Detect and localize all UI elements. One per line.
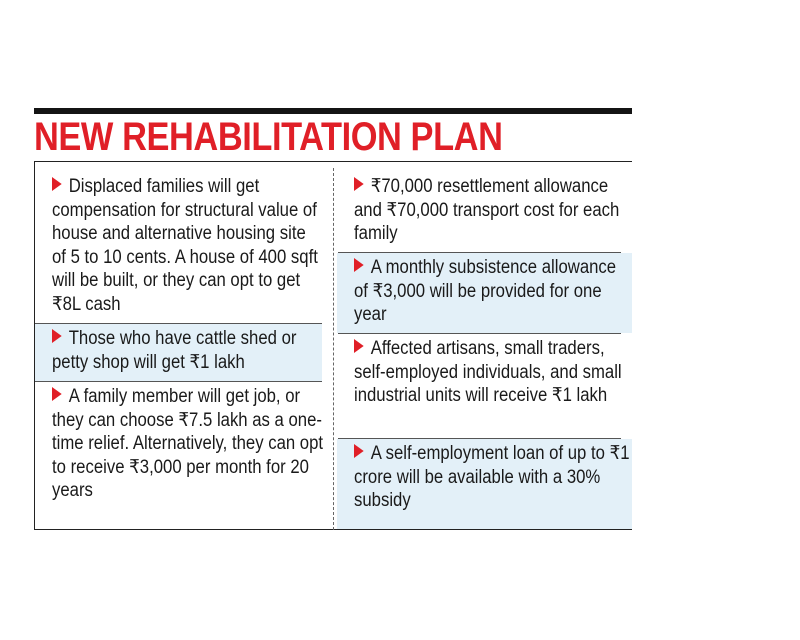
- list-item-right-4: [337, 439, 632, 529]
- item-text: ₹70,000 resettlement allowance and ₹70,000 transport cost for each family: [354, 176, 620, 244]
- item-text: Those who have cattle shed or petty shop will get ₹1 lakh: [52, 328, 297, 373]
- item-text: A monthly subsistence allowance of ₹3,000 will be provided for one year: [354, 257, 617, 325]
- column-divider: [333, 168, 334, 530]
- list-item-right-2: [337, 253, 632, 333]
- list-item-right-1: [337, 172, 632, 252]
- bullet-arrow-icon: [354, 339, 364, 353]
- item-text: A self-employment loan of up to ₹1 crore will be available with a 30% subsidy: [354, 443, 630, 511]
- list-item-right-3: [337, 334, 632, 438]
- bullet-arrow-icon: [52, 177, 62, 191]
- item-text: A family member will get job, or they can choose ₹7.5 lakh as a one-time relief. Alternatively, they can opt to receive ₹3,000 per month for 20 years: [52, 386, 324, 501]
- bullet-arrow-icon: [354, 258, 364, 272]
- item-text: Affected artisans, small traders, self-employed individuals, and small industrial units will receive ₹1 lakh: [354, 338, 622, 406]
- bullet-arrow-icon: [354, 177, 364, 191]
- page-title: NEW REHABILITATION PLAN: [34, 115, 503, 159]
- list-item-left-3: [35, 382, 323, 522]
- bullet-arrow-icon: [52, 329, 62, 343]
- bullet-arrow-icon: [354, 444, 364, 458]
- list-item-left-2: [35, 324, 322, 381]
- item-text: Displaced families will get compensation for structural value of house and alternative housing site of 5 to 10 cents. A house of 400 sqft will be built, or they can opt to get ₹8L cash: [52, 176, 318, 315]
- bullet-arrow-icon: [52, 387, 62, 401]
- list-item-left-1: [35, 172, 323, 322]
